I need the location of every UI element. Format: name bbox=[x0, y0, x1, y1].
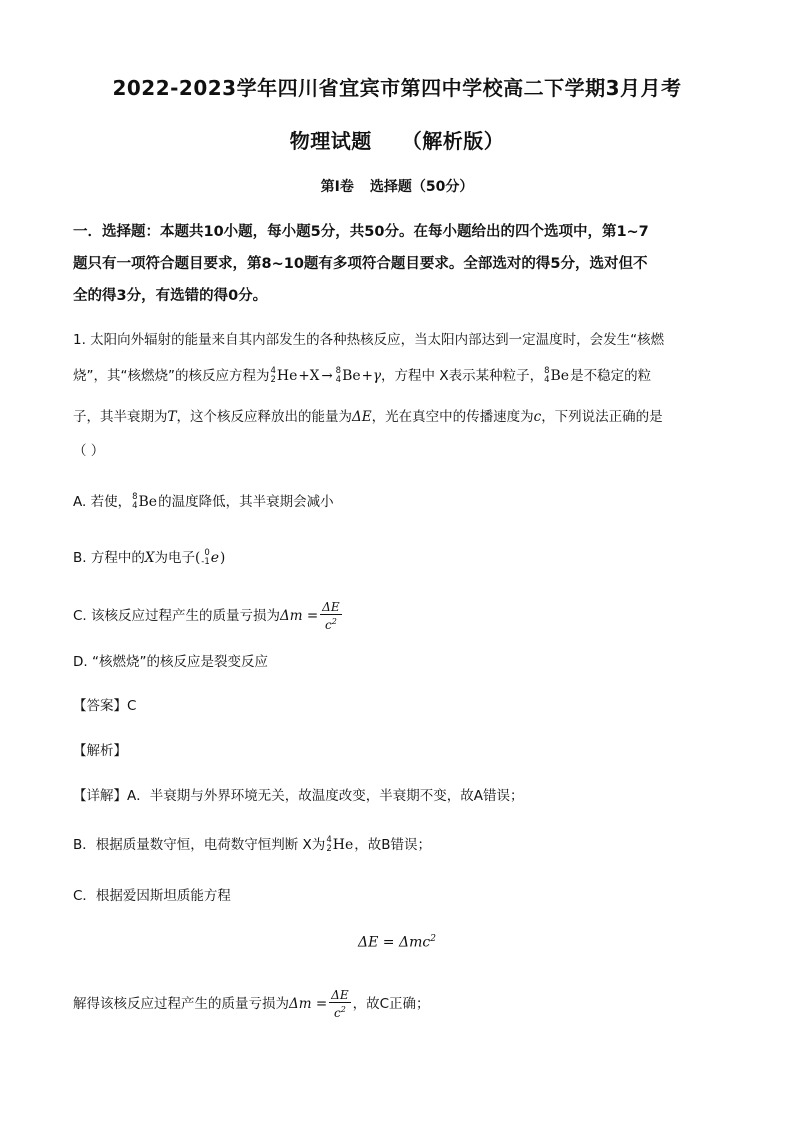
analysis-label: 【解析】 bbox=[73, 743, 127, 759]
beryllium-nucleus-option-a: 8 4 Be bbox=[132, 492, 158, 511]
question-line3: 子，其半衰期为T，这个核反应释放出的能量为ΔE，光在真空中的传播速度为c，下列说法正确的是 bbox=[73, 409, 663, 425]
analysis-detail-a: 【详解】A．半衰期与外界环境无关，故温度改变，半衰期不变，故A错误； bbox=[73, 788, 524, 804]
question-line2: 烧”，其“核燃烧”的核反应方程为 4 2 He +X → 8 4 Be +γ，方程中 X表示某种粒子， 8 4 Be 是不稳定的粒 bbox=[73, 366, 652, 385]
option-c: C. 该核反应过程产生的质量亏损为Δm = $\frac{\Delta E}{c^2}$ bbox=[73, 600, 340, 632]
helium-nucleus-analysis: 4 2 He bbox=[326, 835, 354, 854]
analysis-detail-c: C．根据爱因斯坦质能方程 bbox=[73, 888, 231, 904]
mass-defect-fraction: $\frac{\Delta E}{c^2}$ bbox=[322, 600, 340, 632]
conclusion-fraction: $\frac{\Delta E}{c^2}$ bbox=[331, 988, 349, 1020]
answer-line bbox=[73, 696, 136, 716]
beryllium-nucleus-2: 8 4 Be bbox=[544, 366, 570, 385]
document-title-line2 bbox=[0, 125, 794, 154]
analysis-conclusion: 解得该核反应过程产生的质量亏损为Δm = $\frac{\Delta E}{c^2}$ ，故C正确； bbox=[73, 988, 430, 1020]
beryllium-nucleus: 8 4 Be bbox=[335, 366, 361, 385]
electron-symbol: 0 -1 e bbox=[201, 548, 220, 567]
section-type: 选择题（50分） bbox=[369, 179, 474, 195]
reaction-arrow: → bbox=[321, 368, 333, 384]
answer-label: 【答案】 bbox=[73, 698, 127, 714]
question-line1: 1. 太阳向外辐射的能量来自其内部发生的各种热核反应，当太阳内部达到一定温度时，会发生“核燃 bbox=[73, 332, 665, 348]
section-heading bbox=[0, 176, 794, 196]
title-version: （解析版） bbox=[401, 129, 505, 153]
mass-energy-formula: ΔE = Δmc$^2$ bbox=[358, 934, 436, 951]
instructions-line2: 题只有一项符合题目要求，第8~10题有多项符合题目要求。全部选对的得5分，选对但不 bbox=[73, 256, 648, 272]
analysis-detail-b: B．根据质量数守恒，电荷数守恒判断 X为 4 2 He ，故B错误； bbox=[73, 835, 431, 854]
section-volume: 第I卷 bbox=[320, 179, 354, 195]
title-subject: 物理试题 bbox=[289, 129, 372, 153]
answer-value: C bbox=[127, 698, 137, 714]
helium-nucleus: 4 2 He bbox=[270, 366, 298, 385]
instructions-line1: 一．选择题：本题共10小题，每小题5分，共50分。在每小题给出的四个选项中，第1~7 bbox=[73, 224, 649, 240]
document-title-line1: 2022-2023学年四川省宜宾市第四中学校高二下学期3月月考 bbox=[112, 76, 682, 100]
question-blank: （ ） bbox=[73, 443, 105, 459]
option-d: D. “核燃烧”的核反应是裂变反应 bbox=[73, 654, 268, 670]
option-b: B. 方程中的X为电子( 0 -1 e ) bbox=[73, 548, 226, 567]
instructions-line3: 全的得3分，有选错的得0分。 bbox=[73, 288, 268, 304]
option-a: A. 若使， 8 4 Be 的温度降低，其半衰期会减小 bbox=[73, 492, 334, 511]
